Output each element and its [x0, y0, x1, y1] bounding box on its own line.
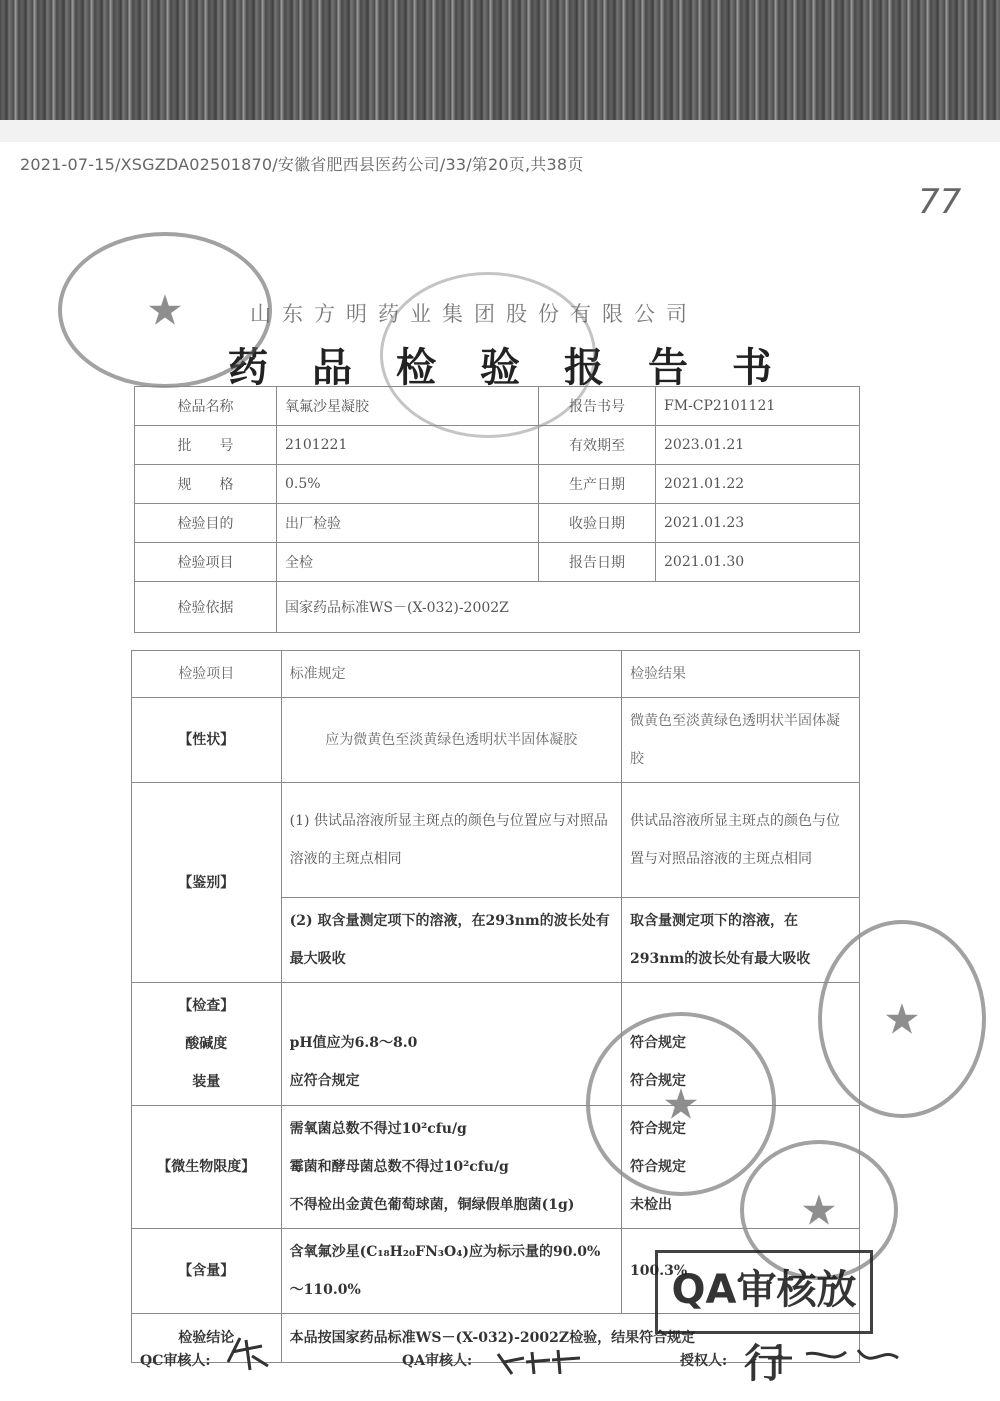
- result-text: 符合规定: [630, 1121, 686, 1137]
- result-text: 符合规定: [630, 1035, 686, 1051]
- cell-label: 检品名称: [135, 387, 277, 426]
- result-text: 取含量测定项下的溶液，在293nm的波长处有最大吸收: [622, 898, 860, 983]
- cell-value: 2021.01.23: [656, 504, 860, 543]
- conclusion-label: 检验结论: [132, 1314, 282, 1363]
- standard-text: 不得检出金黄色葡萄球菌，铜绿假单胞菌(1g): [289, 1197, 575, 1213]
- cell-label: 批 号: [135, 426, 277, 465]
- item-check: [132, 983, 282, 1106]
- result-text: 微黄色至淡黄绿色透明状半固体凝胶: [622, 698, 860, 783]
- star-icon: ★: [662, 1079, 700, 1129]
- item-appearance: 【性状】: [132, 698, 282, 783]
- result-text: 符合规定: [630, 1159, 686, 1175]
- table-row: [135, 426, 860, 465]
- cell-value: 2021.01.22: [656, 465, 860, 504]
- qa-signature: [494, 1344, 584, 1386]
- qa-release-stamp: QA审核放行: [655, 1250, 873, 1334]
- result-text: 供试品溶液所显主斑点的颜色与位置与对照品溶液的主斑点相同: [622, 783, 860, 898]
- cell-label: 报告书号: [539, 387, 656, 426]
- cell-label: 检验项目: [135, 543, 277, 582]
- table-row: [132, 783, 860, 898]
- standard-text: 霉菌和酵母菌总数不得过10²cfu/g: [289, 1159, 509, 1175]
- cell-label: 有效期至: [539, 426, 656, 465]
- result-text: 符合规定: [630, 1073, 686, 1089]
- product-info-table: [134, 386, 860, 633]
- result-cell: [622, 983, 860, 1106]
- cell-value: FM-CP2101121: [656, 387, 860, 426]
- scan-margin: [0, 120, 1000, 142]
- result-text: 100.3%: [622, 1229, 860, 1314]
- standard-text: (2) 取含量测定项下的溶液，在293nm的波长处有最大吸收: [281, 898, 621, 983]
- column-header: 标准规定: [281, 651, 621, 698]
- table-row: [135, 387, 860, 426]
- standard-text: 应符合规定: [289, 1073, 360, 1089]
- header-line: 2021-07-15/XSGZDA02501870/安徽省肥西县医药公司/33/第20页,共38页: [20, 155, 584, 174]
- cell-value: 全检: [277, 543, 539, 582]
- item-check-label: 【检查】: [178, 998, 235, 1014]
- result-text: 未检出: [630, 1197, 672, 1213]
- item-identification: 【鉴别】: [132, 783, 282, 983]
- qc-reviewer-label: QC审核人:: [140, 1353, 211, 1369]
- qa-reviewer-label: QA审核人:: [402, 1353, 473, 1369]
- page-title: 药品检验报告书: [228, 344, 816, 391]
- cell-value: 2101221: [277, 426, 539, 465]
- cell-value: 出厂检验: [277, 504, 539, 543]
- table-row: [135, 582, 860, 633]
- cell-label: 规 格: [135, 465, 277, 504]
- cell-value: 氧氟沙星凝胶: [277, 387, 539, 426]
- company-name: 山东方明药业集团股份有限公司: [250, 302, 698, 326]
- cell-value: 国家药品标准WS－(X-032)-2002Z: [277, 582, 860, 633]
- column-header: 检验项目: [132, 651, 282, 698]
- cell-value: 0.5%: [277, 465, 539, 504]
- item-micro: 【微生物限度】: [132, 1106, 282, 1229]
- cell-value: 2021.01.30: [656, 543, 860, 582]
- item-check-sub2: 装量: [192, 1074, 221, 1090]
- cell-label: 收验日期: [539, 504, 656, 543]
- scan-edge-bar: [0, 0, 1000, 120]
- cell-value: 2023.01.21: [656, 426, 860, 465]
- cell-label: 生产日期: [539, 465, 656, 504]
- page-mark: 77: [918, 182, 962, 222]
- table-row: [135, 543, 860, 582]
- cell-label: 检验依据: [135, 582, 277, 633]
- cell-label: 检验目的: [135, 504, 277, 543]
- qc-signature: [222, 1332, 272, 1382]
- column-header: 检验结果: [622, 651, 860, 698]
- table-row: [132, 983, 860, 1106]
- standard-text: 含氧氟沙星(C₁₈H₂₀FN₃O₄)应为标示量的90.0%～110.0%: [281, 1229, 621, 1314]
- standard-text: 应为微黄色至淡黄绿色透明状半固体凝胶: [281, 698, 621, 783]
- star-icon: ★: [883, 994, 921, 1044]
- item-check-sub1: 酸碱度: [185, 1036, 228, 1052]
- authorizer-signature: [762, 1340, 902, 1384]
- table-row: [132, 1106, 860, 1229]
- standard-cell: [281, 1106, 621, 1229]
- quality-stamp-top-left: [58, 232, 272, 388]
- result-cell: [622, 1106, 860, 1229]
- table-row: [135, 504, 860, 543]
- table-header-row: [132, 651, 860, 698]
- standard-text: (1) 供试品溶液所显主斑点的颜色与位置应与对照品溶液的主斑点相同: [281, 783, 621, 898]
- star-icon: ★: [146, 285, 184, 335]
- table-row: [132, 698, 860, 783]
- star-icon: ★: [800, 1185, 838, 1235]
- standard-text: 需氧菌总数不得过10²cfu/g: [289, 1121, 467, 1137]
- standard-cell: [281, 983, 621, 1106]
- table-row: [135, 465, 860, 504]
- conclusion-text: 本品按国家药品标准WS－(X-032)-2002Z检验，结果符合规定: [281, 1314, 859, 1363]
- cell-label: 报告日期: [539, 543, 656, 582]
- standard-text: pH值应为6.8～8.0: [289, 1035, 418, 1051]
- item-content: 【含量】: [132, 1229, 282, 1314]
- authorizer-label: 授权人:: [680, 1353, 728, 1369]
